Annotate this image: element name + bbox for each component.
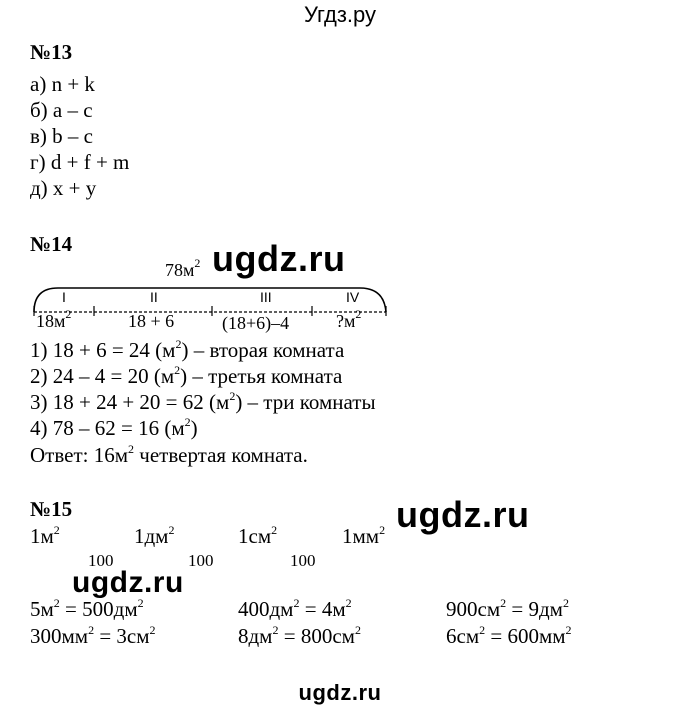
task-13-item: а) n + k [30,72,95,96]
superscript: 2 [137,596,144,610]
superscript: 2 [293,596,300,610]
superscript: 2 [500,596,507,610]
conversion-factor: 100 [290,551,316,570]
equation-text: 5м [30,597,54,621]
room-number: III [260,289,272,305]
total-area-value: 78м [165,260,195,280]
equation [30,597,144,624]
site-header: Угдз.ру [303,2,377,27]
equation-text: 300мм [30,624,89,648]
equation-text: 400дм [238,597,294,621]
unit-label [134,524,174,551]
equation-text: = 3см [94,624,150,648]
equation-text: 900см [446,597,501,621]
solution-step [30,416,198,443]
unit-label [30,524,60,551]
superscript: 2 [168,523,175,537]
conversion-factor: 100 [88,551,114,570]
solution-step [30,390,376,417]
unit-text: 1м [30,524,54,548]
equation [30,624,156,651]
superscript: 2 [65,307,72,321]
task-13-item: д) x + y [30,176,97,200]
room-number: II [150,289,158,305]
equation-text: = 9дм [506,597,563,621]
task-13-item: в) b – c [30,124,93,148]
equation-text: 6см [446,624,480,648]
step-text: 1) 18 + 6 = 24 (м [30,338,176,362]
equation-text: = 500дм [59,597,138,621]
room-value [336,307,362,332]
task-13-item: б) a – c [30,98,93,122]
solution-step [30,338,344,365]
room-value [36,307,72,332]
unit-text: 1мм [342,524,380,548]
room-value-text: ?м [336,311,356,331]
equation-text: = 800см [278,624,355,648]
footer-watermark: ugdz.ru [298,680,382,705]
step-text: ) [190,416,198,440]
superscript: 2 [174,363,181,377]
step-text: ) – третья комната [180,364,343,388]
room-value: 18 + 6 [128,311,175,331]
superscript: 2 [379,523,386,537]
superscript: 2 [354,623,361,637]
equation-text: = 600мм [485,624,566,648]
superscript: 2 [88,623,95,637]
equation [446,597,569,624]
equation-text: = 4м [299,597,346,621]
superscript: 2 [479,623,486,637]
watermark: ugdz.ru [72,566,184,599]
step-text: ) – вторая комната [181,338,345,362]
answer-text: четвертая комната. [134,443,308,467]
brace-curve [34,288,386,312]
superscript: 2 [345,596,352,610]
step-text: 3) 18 + 24 + 20 = 62 (м [30,390,230,414]
watermark: ugdz.ru [212,238,346,279]
step-text: 2) 24 – 4 = 20 (м [30,364,175,388]
task-14-title: №14 [30,232,73,256]
superscript: 2 [175,337,182,351]
room-number: I [62,289,66,305]
unit-label [342,524,385,551]
superscript: 2 [565,623,572,637]
step-text: 4) 78 – 62 = 16 (м [30,416,185,440]
step-text: ) – три комнаты [235,390,376,414]
superscript: 2 [272,623,279,637]
equation [238,624,361,651]
superscript: 2 [149,623,156,637]
superscript: 2 [53,596,60,610]
superscript: 2 [53,523,60,537]
unit-label [238,524,277,551]
room-value: (18+6)–4 [222,313,290,333]
room-number: IV [346,289,360,305]
superscript: 2 [194,256,201,270]
unit-text: 1см [238,524,272,548]
equation-text: 8дм [238,624,273,648]
superscript: 2 [128,442,135,456]
superscript: 2 [355,307,362,321]
room-value-text: 18м [36,311,66,331]
unit-text: 1дм [134,524,169,548]
equation [238,597,352,624]
superscript: 2 [184,415,191,429]
answer-text: Ответ: 16м [30,443,129,467]
task-13-item: г) d + f + m [30,150,130,174]
equation [446,624,572,651]
conversion-factor: 100 [188,551,214,570]
answer-line [30,443,308,470]
superscript: 2 [229,389,236,403]
superscript: 2 [271,523,278,537]
superscript: 2 [562,596,569,610]
total-area-label [165,256,201,281]
task-15-title: №15 [30,497,73,521]
solution-step [30,364,342,391]
task-13-title: №13 [30,40,73,64]
watermark: ugdz.ru [396,494,530,535]
